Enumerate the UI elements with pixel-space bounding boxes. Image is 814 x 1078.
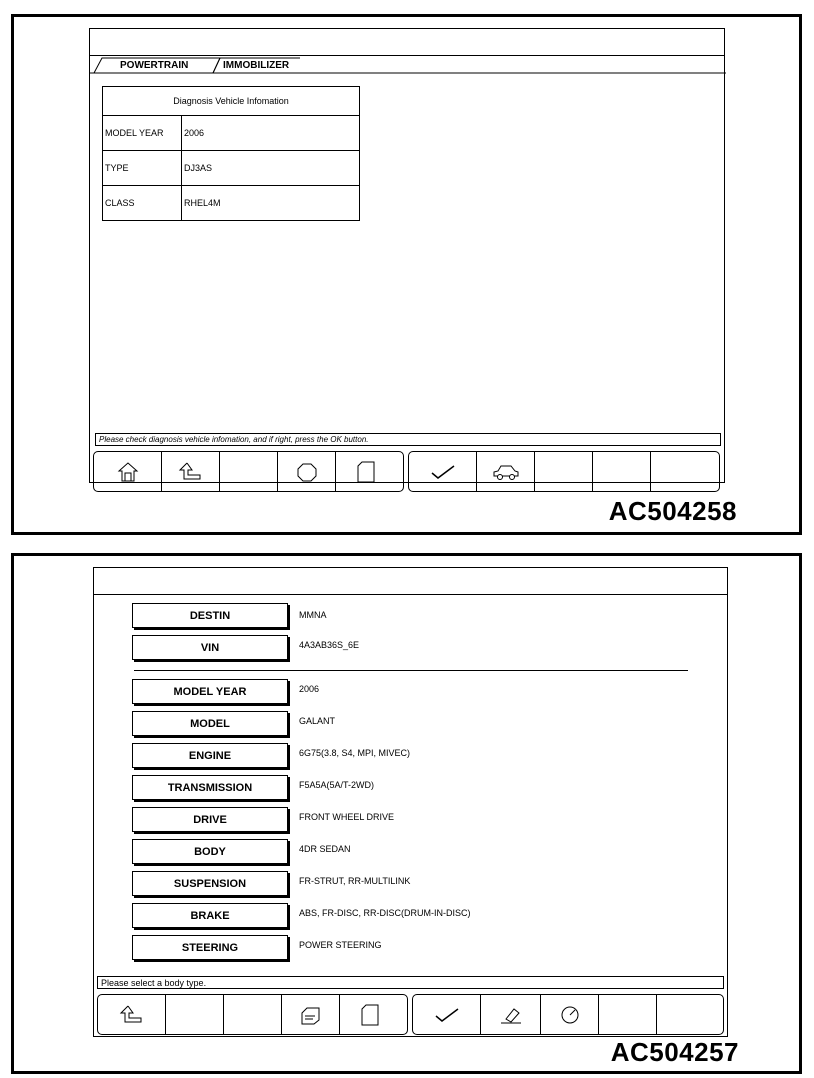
blank-button[interactable] (657, 995, 723, 1034)
tab-immobilizer[interactable]: IMMOBILIZER (223, 60, 290, 71)
gauge-icon (559, 1004, 581, 1026)
panel-immobilizer (11, 14, 802, 535)
toolbar-right (408, 451, 720, 492)
row-value: 2006 (182, 116, 360, 151)
field-value: FR-STRUT, RR-MULTILINK (299, 876, 411, 886)
home-button[interactable] (94, 452, 162, 491)
field-button-model-year[interactable]: MODEL YEAR (132, 679, 288, 704)
row-label: CLASS (103, 186, 182, 221)
screen-vehicle-setup (93, 567, 728, 1037)
figure-caption: AC504258 (608, 496, 737, 526)
back-button[interactable] (162, 452, 220, 491)
figure-caption: AC504257 (610, 1037, 739, 1067)
panel-vehicle-setup (11, 553, 802, 1074)
destin-button[interactable]: DESTIN (132, 603, 288, 628)
back-button[interactable] (98, 995, 166, 1034)
status-message: Please check diagnosis vehicle infomation, and if right, press the OK button. (95, 433, 721, 446)
refresh-button[interactable] (278, 452, 336, 491)
divider (134, 670, 688, 671)
table-row (103, 116, 360, 151)
blank-button[interactable] (535, 452, 593, 491)
field-value: 6G75(3.8, S4, MPI, MIVEC) (299, 748, 411, 758)
check-icon (430, 463, 456, 481)
field-button-body[interactable]: BODY (132, 839, 288, 864)
home-icon (117, 461, 139, 483)
blank-button[interactable] (593, 452, 651, 491)
title-bar (90, 29, 724, 56)
field-value: FRONT WHEEL DRIVE (299, 812, 395, 822)
field-button-brake[interactable]: BRAKE (132, 903, 288, 928)
car-icon (492, 463, 520, 481)
screen-immobilizer (89, 28, 725, 483)
field-button-transmission[interactable]: TRANSMISSION (132, 775, 288, 800)
toolbar-left (93, 451, 404, 492)
vin-value: 4A3AB36S_6E (299, 640, 360, 650)
eraser-icon (498, 1005, 524, 1025)
field-button-model[interactable]: MODEL (132, 711, 288, 736)
field-button-drive[interactable]: DRIVE (132, 807, 288, 832)
erase-button[interactable] (481, 995, 541, 1034)
field-value: POWER STEERING (299, 940, 382, 950)
ok-button[interactable] (413, 995, 481, 1034)
vin-button[interactable]: VIN (132, 635, 288, 660)
field-value: 4DR SEDAN (299, 844, 351, 854)
row-value: DJ3AS (182, 151, 360, 186)
blank-button[interactable] (166, 995, 224, 1034)
field-value: F5A5A(5A/T-2WD) (299, 780, 375, 790)
status-message: Please select a body type. (97, 976, 724, 989)
field-value: GALANT (299, 716, 336, 726)
blank-button[interactable] (599, 995, 657, 1034)
back-icon (119, 1004, 145, 1026)
blank-button[interactable] (220, 452, 278, 491)
gauge-button[interactable] (541, 995, 599, 1034)
toolbar-left (97, 994, 408, 1035)
toolbar-right (412, 994, 724, 1035)
row-label: MODEL YEAR (103, 116, 182, 151)
field-button-suspension[interactable]: SUSPENSION (132, 871, 288, 896)
check-icon (434, 1006, 460, 1024)
page-button[interactable] (340, 995, 400, 1034)
table-row (103, 151, 360, 186)
ok-button[interactable] (409, 452, 477, 491)
blank-button[interactable] (651, 452, 717, 491)
tab-powertrain[interactable]: POWERTRAIN (120, 60, 189, 71)
field-value: ABS, FR-DISC, RR-DISC(DRUM-IN-DISC) (299, 908, 471, 918)
field-button-steering[interactable]: STEERING (132, 935, 288, 960)
row-label: TYPE (103, 151, 182, 186)
destin-value: MMNA (299, 610, 327, 620)
refresh-icon (296, 461, 318, 483)
table-row (103, 186, 360, 221)
field-value: 2006 (299, 684, 320, 694)
title-bar (94, 568, 727, 595)
field-button-engine[interactable]: ENGINE (132, 743, 288, 768)
back-icon (178, 461, 204, 483)
vehicle-info-table (102, 86, 360, 221)
page-icon (360, 1003, 380, 1027)
vehicle-button[interactable] (477, 452, 535, 491)
page-icon (356, 460, 376, 484)
row-value: RHEL4M (182, 186, 360, 221)
blank-button[interactable] (224, 995, 282, 1034)
page-button[interactable] (336, 452, 396, 491)
printer-icon (299, 1004, 323, 1026)
table-title: Diagnosis Vehicle Infomation (103, 87, 360, 116)
print-button[interactable] (282, 995, 340, 1034)
